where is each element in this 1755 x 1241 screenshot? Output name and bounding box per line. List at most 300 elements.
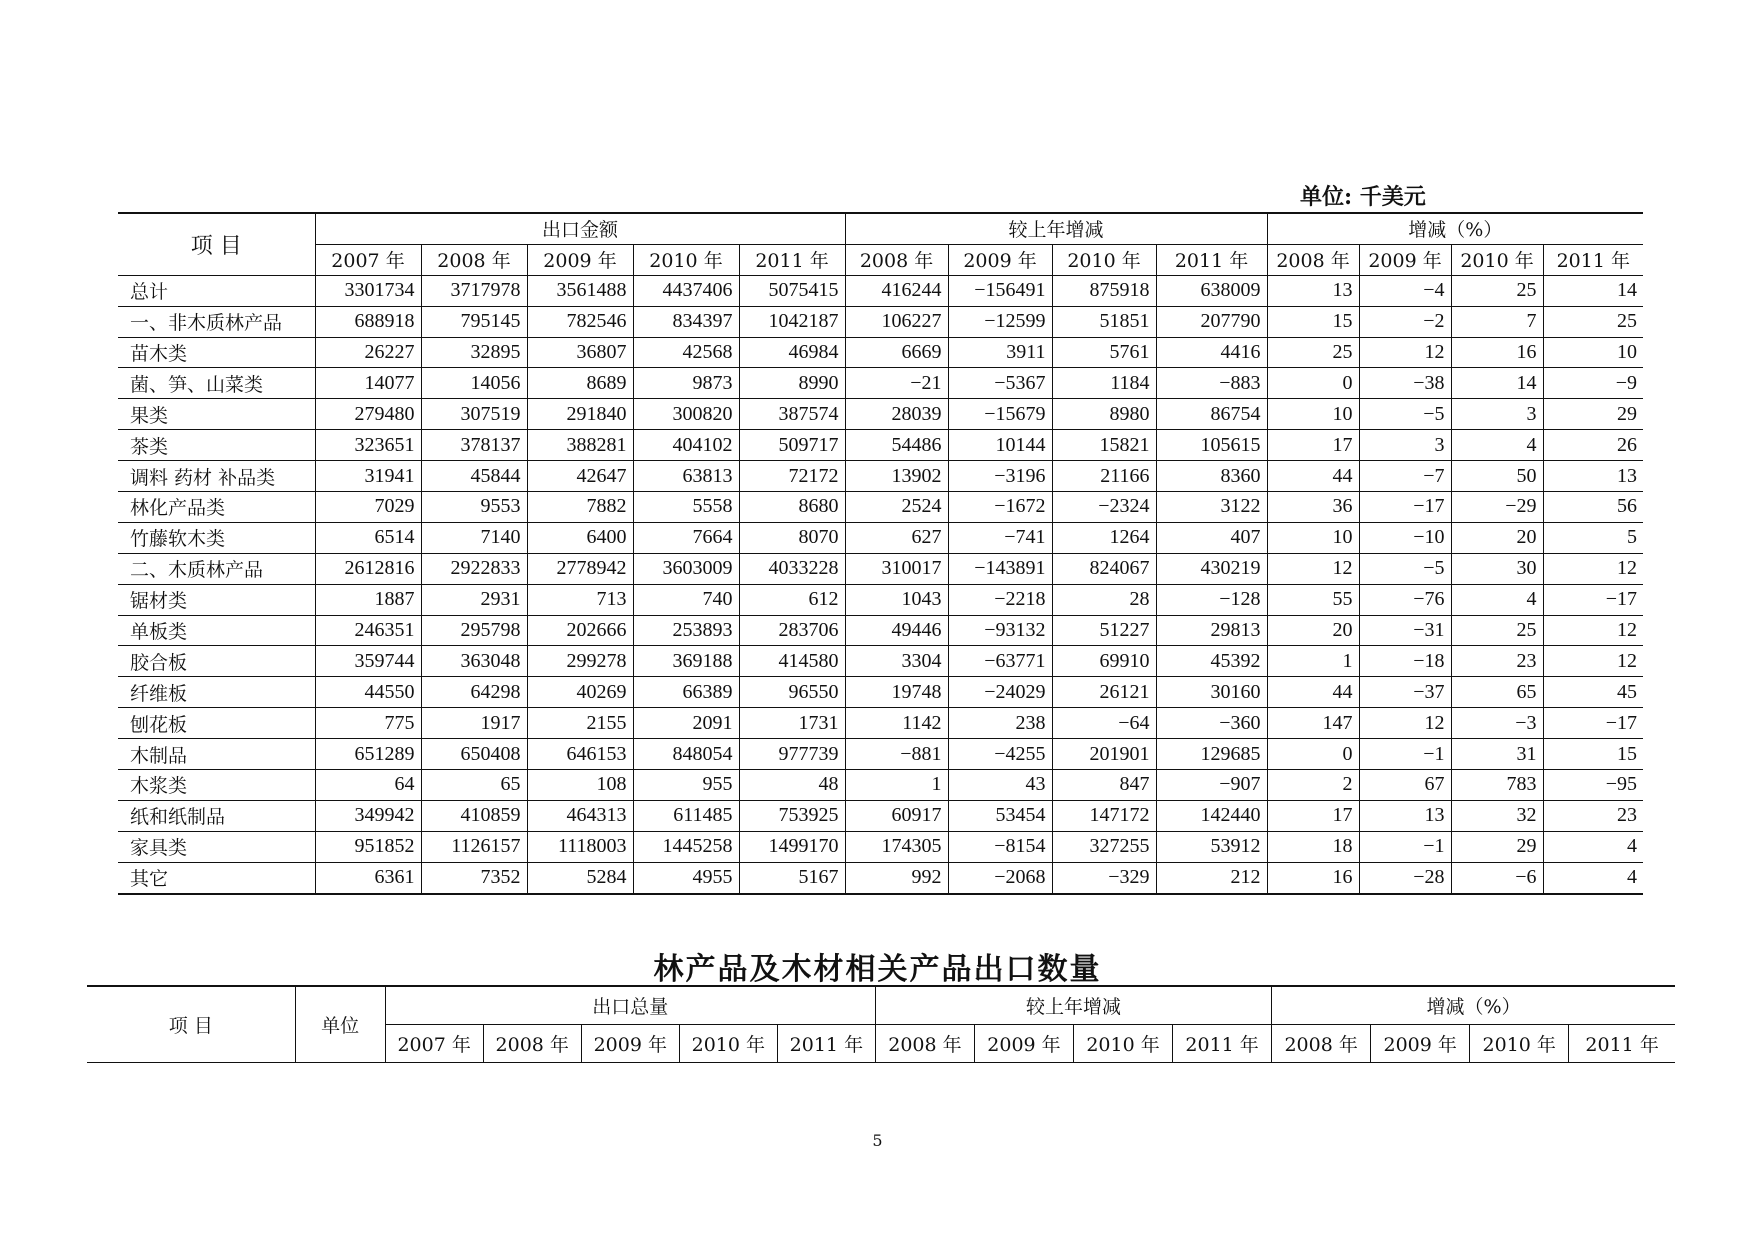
table2-year-change-0: 2008 年 [875, 1025, 974, 1063]
cell-value: 25 [1543, 306, 1643, 337]
cell-value: 60917 [845, 800, 948, 831]
cell-value: 688918 [315, 306, 421, 337]
cell-value: 31 [1451, 739, 1543, 770]
cell-value: 65 [1451, 677, 1543, 708]
cell-value: 45392 [1156, 646, 1267, 677]
cell-value: 407 [1156, 522, 1267, 553]
cell-value: 12 [1543, 553, 1643, 584]
table-row [118, 368, 1643, 399]
cell-value: 414580 [739, 646, 845, 677]
cell-value: −741 [948, 522, 1052, 553]
cell-value: 9553 [421, 492, 527, 523]
table-row [118, 492, 1643, 523]
cell-value: 17 [1267, 430, 1359, 461]
table1-year-export-3: 2010 年 [633, 244, 739, 275]
cell-value: 875918 [1052, 275, 1156, 306]
cell-value: 1042187 [739, 306, 845, 337]
cell-value: −28 [1359, 862, 1451, 893]
cell-value: −17 [1543, 708, 1643, 739]
cell-value: 5558 [633, 492, 739, 523]
cell-value: 387574 [739, 399, 845, 430]
cell-value: 64298 [421, 677, 527, 708]
cell-value: 2524 [845, 492, 948, 523]
cell-value: 5 [1543, 522, 1643, 553]
cell-value: 4437406 [633, 275, 739, 306]
cell-value: 299278 [527, 646, 633, 677]
table2-year-change-1: 2009 年 [974, 1025, 1073, 1063]
table2-group-change: 较上年增减 [875, 986, 1271, 1025]
cell-value: 713 [527, 584, 633, 615]
cell-value: 53912 [1156, 831, 1267, 862]
cell-value: 8680 [739, 492, 845, 523]
cell-value: 6361 [315, 862, 421, 893]
cell-value: 45 [1543, 677, 1643, 708]
cell-value: 740 [633, 584, 739, 615]
cell-value: 67 [1359, 770, 1451, 801]
table2-year-export-4: 2011 年 [777, 1025, 875, 1063]
table-row [118, 615, 1643, 646]
table1-year-change-2: 2010 年 [1052, 244, 1156, 275]
cell-value: 359744 [315, 646, 421, 677]
cell-value: 977739 [739, 739, 845, 770]
table1-year-pct-3: 2011 年 [1543, 244, 1643, 275]
cell-value: 7664 [633, 522, 739, 553]
table1-year-change-3: 2011 年 [1156, 244, 1267, 275]
cell-value: 310017 [845, 553, 948, 584]
cell-value: 7029 [315, 492, 421, 523]
cell-value: 28039 [845, 399, 948, 430]
cell-value: 36807 [527, 337, 633, 368]
cell-value: 142440 [1156, 800, 1267, 831]
table1-year-change-0: 2008 年 [845, 244, 948, 275]
table-row [118, 770, 1643, 801]
cell-value: 15 [1267, 306, 1359, 337]
cell-value: 44 [1267, 677, 1359, 708]
cell-value: −63771 [948, 646, 1052, 677]
cell-value: 15 [1543, 739, 1643, 770]
cell-value: 31941 [315, 461, 421, 492]
cell-value: −143891 [948, 553, 1052, 584]
cell-value: 13902 [845, 461, 948, 492]
cell-value: 201901 [1052, 739, 1156, 770]
cell-value: −128 [1156, 584, 1267, 615]
cell-value: 3 [1359, 430, 1451, 461]
cell-value: 848054 [633, 739, 739, 770]
cell-value: 2778942 [527, 553, 633, 584]
cell-value: 26 [1543, 430, 1643, 461]
cell-value: −2324 [1052, 492, 1156, 523]
cell-value: 4033228 [739, 553, 845, 584]
cell-value: 3304 [845, 646, 948, 677]
cell-value: 207790 [1156, 306, 1267, 337]
table2-year-pct-0: 2008 年 [1272, 1025, 1371, 1063]
cell-value: −907 [1156, 770, 1267, 801]
cell-value: 295798 [421, 615, 527, 646]
row-label: 木制品 [118, 739, 315, 770]
cell-value: −881 [845, 739, 948, 770]
row-label: 林化产品类 [118, 492, 315, 523]
table1-year-export-4: 2011 年 [739, 244, 845, 275]
row-label: 家具类 [118, 831, 315, 862]
cell-value: 349942 [315, 800, 421, 831]
page-number: 5 [872, 1131, 883, 1150]
cell-value: 44550 [315, 677, 421, 708]
cell-value: 18 [1267, 831, 1359, 862]
cell-value: 3301734 [315, 275, 421, 306]
cell-value: 106227 [845, 306, 948, 337]
cell-value: 17 [1267, 800, 1359, 831]
cell-value: 64 [315, 770, 421, 801]
cell-value: 951852 [315, 831, 421, 862]
row-label: 纤维板 [118, 677, 315, 708]
table-row [118, 306, 1643, 337]
cell-value: −1672 [948, 492, 1052, 523]
cell-value: 3561488 [527, 275, 633, 306]
cell-value: 69910 [1052, 646, 1156, 677]
cell-value: 29813 [1156, 615, 1267, 646]
row-label: 茶类 [118, 430, 315, 461]
cell-value: 2 [1267, 770, 1359, 801]
cell-value: 2922833 [421, 553, 527, 584]
cell-value: −4 [1359, 275, 1451, 306]
table-row [118, 337, 1643, 368]
cell-value: 300820 [633, 399, 739, 430]
cell-value: 10 [1267, 522, 1359, 553]
table-row [118, 708, 1643, 739]
table2-year-pct-3: 2011 年 [1569, 1025, 1675, 1063]
cell-value: −93132 [948, 615, 1052, 646]
cell-value: 847 [1052, 770, 1156, 801]
cell-value: 6669 [845, 337, 948, 368]
cell-value: 8980 [1052, 399, 1156, 430]
cell-value: 13 [1359, 800, 1451, 831]
table2-year-export-2: 2009 年 [581, 1025, 679, 1063]
cell-value: 14 [1543, 275, 1643, 306]
row-label: 调料 药材 补品类 [118, 461, 315, 492]
cell-value: 14 [1451, 368, 1543, 399]
cell-value: 7352 [421, 862, 527, 893]
cell-value: −3196 [948, 461, 1052, 492]
row-label: 总计 [118, 275, 315, 306]
cell-value: 7 [1451, 306, 1543, 337]
cell-value: 3603009 [633, 553, 739, 584]
cell-value: 25 [1451, 615, 1543, 646]
cell-value: 25 [1267, 337, 1359, 368]
table-row [118, 430, 1643, 461]
cell-value: −38 [1359, 368, 1451, 399]
cell-value: 3911 [948, 337, 1052, 368]
table-row [118, 831, 1643, 862]
table2-item-header: 项 目 [87, 986, 295, 1063]
cell-value: −18 [1359, 646, 1451, 677]
table2-year-pct-1: 2009 年 [1371, 1025, 1470, 1063]
cell-value: −15679 [948, 399, 1052, 430]
cell-value: 753925 [739, 800, 845, 831]
cell-value: 42647 [527, 461, 633, 492]
cell-value: 129685 [1156, 739, 1267, 770]
cell-value: 12 [1359, 337, 1451, 368]
cell-value: 323651 [315, 430, 421, 461]
cell-value: 16 [1267, 862, 1359, 893]
export-quantity-table [87, 985, 1675, 1063]
cell-value: 72172 [739, 461, 845, 492]
cell-value: 378137 [421, 430, 527, 461]
cell-value: 2155 [527, 708, 633, 739]
table-row [118, 800, 1643, 831]
cell-value: 147172 [1052, 800, 1156, 831]
cell-value: 51227 [1052, 615, 1156, 646]
cell-value: 4416 [1156, 337, 1267, 368]
cell-value: 283706 [739, 615, 845, 646]
cell-value: −31 [1359, 615, 1451, 646]
cell-value: 12 [1267, 553, 1359, 584]
cell-value: 12 [1543, 646, 1643, 677]
cell-value: 53454 [948, 800, 1052, 831]
cell-value: 202666 [527, 615, 633, 646]
cell-value: 509717 [739, 430, 845, 461]
cell-value: 795145 [421, 306, 527, 337]
cell-value: 16 [1451, 337, 1543, 368]
table2-year-export-1: 2008 年 [483, 1025, 581, 1063]
cell-value: 44 [1267, 461, 1359, 492]
cell-value: 404102 [633, 430, 739, 461]
group-header-export: 出口金额 [315, 213, 845, 244]
cell-value: 612 [739, 584, 845, 615]
cell-value: 1 [1267, 646, 1359, 677]
cell-value: 3717978 [421, 275, 527, 306]
cell-value: −29 [1451, 492, 1543, 523]
cell-value: 50 [1451, 461, 1543, 492]
cell-value: 86754 [1156, 399, 1267, 430]
cell-value: 21166 [1052, 461, 1156, 492]
cell-value: 10144 [948, 430, 1052, 461]
cell-value: 23 [1451, 646, 1543, 677]
cell-value: 147 [1267, 708, 1359, 739]
cell-value: 824067 [1052, 553, 1156, 584]
cell-value: 13 [1543, 461, 1643, 492]
cell-value: 212 [1156, 862, 1267, 893]
cell-value: 29 [1451, 831, 1543, 862]
cell-value: 4 [1543, 862, 1643, 893]
table-row [118, 646, 1643, 677]
cell-value: 388281 [527, 430, 633, 461]
cell-value: 66389 [633, 677, 739, 708]
table1-year-change-1: 2009 年 [948, 244, 1052, 275]
export-value-table [118, 212, 1643, 895]
cell-value: 2612816 [315, 553, 421, 584]
cell-value: 291840 [527, 399, 633, 430]
table-row [118, 522, 1643, 553]
cell-value: −6 [1451, 862, 1543, 893]
cell-value: −8154 [948, 831, 1052, 862]
cell-value: −64 [1052, 708, 1156, 739]
cell-value: −21 [845, 368, 948, 399]
cell-value: −17 [1543, 584, 1643, 615]
cell-value: 410859 [421, 800, 527, 831]
cell-value: 650408 [421, 739, 527, 770]
cell-value: 51851 [1052, 306, 1156, 337]
cell-value: −76 [1359, 584, 1451, 615]
cell-value: 54486 [845, 430, 948, 461]
cell-value: −3 [1451, 708, 1543, 739]
table-row [118, 399, 1643, 430]
cell-value: 30 [1451, 553, 1543, 584]
cell-value: 1043 [845, 584, 948, 615]
cell-value: 174305 [845, 831, 948, 862]
cell-value: −4255 [948, 739, 1052, 770]
table-row [118, 461, 1643, 492]
cell-value: 19748 [845, 677, 948, 708]
cell-value: 10 [1267, 399, 1359, 430]
row-label: 刨花板 [118, 708, 315, 739]
cell-value: 834397 [633, 306, 739, 337]
table1-year-pct-2: 2010 年 [1451, 244, 1543, 275]
table2-year-export-0: 2007 年 [385, 1025, 483, 1063]
row-label: 果类 [118, 399, 315, 430]
cell-value: 26227 [315, 337, 421, 368]
cell-value: −7 [1359, 461, 1451, 492]
cell-value: 20 [1267, 615, 1359, 646]
cell-value: 23 [1543, 800, 1643, 831]
cell-value: 611485 [633, 800, 739, 831]
cell-value: 253893 [633, 615, 739, 646]
cell-value: 45844 [421, 461, 527, 492]
cell-value: 8070 [739, 522, 845, 553]
cell-value: 1126157 [421, 831, 527, 862]
row-label: 锯材类 [118, 584, 315, 615]
cell-value: 3 [1451, 399, 1543, 430]
cell-value: −329 [1052, 862, 1156, 893]
cell-value: −12599 [948, 306, 1052, 337]
cell-value: 1264 [1052, 522, 1156, 553]
table2-unit-header: 单位 [295, 986, 385, 1063]
cell-value: 25 [1451, 275, 1543, 306]
cell-value: −37 [1359, 677, 1451, 708]
cell-value: 1499170 [739, 831, 845, 862]
cell-value: 369188 [633, 646, 739, 677]
cell-value: 5167 [739, 862, 845, 893]
table2-year-pct-2: 2010 年 [1470, 1025, 1569, 1063]
cell-value: −5 [1359, 553, 1451, 584]
cell-value: −156491 [948, 275, 1052, 306]
cell-value: 56 [1543, 492, 1643, 523]
table1-year-pct-1: 2009 年 [1359, 244, 1451, 275]
group-header-change: 较上年增减 [845, 213, 1267, 244]
cell-value: 42568 [633, 337, 739, 368]
cell-value: 0 [1267, 739, 1359, 770]
table2-year-change-2: 2010 年 [1074, 1025, 1173, 1063]
cell-value: 1142 [845, 708, 948, 739]
row-label: 苗木类 [118, 337, 315, 368]
table1-year-export-1: 2008 年 [421, 244, 527, 275]
cell-value: 48 [739, 770, 845, 801]
table2-year-export-3: 2010 年 [679, 1025, 777, 1063]
cell-value: 36 [1267, 492, 1359, 523]
cell-value: 307519 [421, 399, 527, 430]
cell-value: 1917 [421, 708, 527, 739]
row-label: 纸和纸制品 [118, 800, 315, 831]
cell-value: −2068 [948, 862, 1052, 893]
table1-year-export-0: 2007 年 [315, 244, 421, 275]
cell-value: 955 [633, 770, 739, 801]
row-label: 单板类 [118, 615, 315, 646]
row-label: 菌、笋、山菜类 [118, 368, 315, 399]
table-row [118, 739, 1643, 770]
cell-value: −5 [1359, 399, 1451, 430]
cell-value: −24029 [948, 677, 1052, 708]
cell-value: 1118003 [527, 831, 633, 862]
cell-value: 26121 [1052, 677, 1156, 708]
cell-value: 1887 [315, 584, 421, 615]
cell-value: 8360 [1156, 461, 1267, 492]
cell-value: 46984 [739, 337, 845, 368]
cell-value: −360 [1156, 708, 1267, 739]
cell-value: 1445258 [633, 831, 739, 862]
cell-value: 416244 [845, 275, 948, 306]
cell-value: 279480 [315, 399, 421, 430]
cell-value: 32 [1451, 800, 1543, 831]
table-row [118, 275, 1643, 306]
cell-value: 14077 [315, 368, 421, 399]
table2-title: 林产品及木材相关产品出口数量 [653, 952, 1102, 987]
cell-value: 1184 [1052, 368, 1156, 399]
cell-value: 43 [948, 770, 1052, 801]
cell-value: 96550 [739, 677, 845, 708]
cell-value: −2218 [948, 584, 1052, 615]
cell-value: 0 [1267, 368, 1359, 399]
table1-year-export-2: 2009 年 [527, 244, 633, 275]
cell-value: 327255 [1052, 831, 1156, 862]
cell-value: −9 [1543, 368, 1643, 399]
item-header: 项 目 [118, 213, 315, 275]
cell-value: 627 [845, 522, 948, 553]
cell-value: 5075415 [739, 275, 845, 306]
cell-value: 105615 [1156, 430, 1267, 461]
cell-value: 9873 [633, 368, 739, 399]
cell-value: 20 [1451, 522, 1543, 553]
row-label: 胶合板 [118, 646, 315, 677]
table-row [118, 677, 1643, 708]
row-label: 木浆类 [118, 770, 315, 801]
cell-value: −95 [1543, 770, 1643, 801]
cell-value: 430219 [1156, 553, 1267, 584]
cell-value: 3122 [1156, 492, 1267, 523]
group-header-pct: 增减（%） [1267, 213, 1643, 244]
row-label: 二、木质林产品 [118, 553, 315, 584]
table-row [118, 584, 1643, 615]
cell-value: 638009 [1156, 275, 1267, 306]
cell-value: 1731 [739, 708, 845, 739]
cell-value: 55 [1267, 584, 1359, 615]
cell-value: 49446 [845, 615, 948, 646]
cell-value: −17 [1359, 492, 1451, 523]
cell-value: 5284 [527, 862, 633, 893]
cell-value: 363048 [421, 646, 527, 677]
cell-value: −5367 [948, 368, 1052, 399]
cell-value: 29 [1543, 399, 1643, 430]
table2-year-change-3: 2011 年 [1173, 1025, 1272, 1063]
cell-value: 992 [845, 862, 948, 893]
cell-value: 4 [1451, 584, 1543, 615]
cell-value: 15821 [1052, 430, 1156, 461]
cell-value: 238 [948, 708, 1052, 739]
cell-value: 7882 [527, 492, 633, 523]
table-row [118, 553, 1643, 584]
cell-value: 13 [1267, 275, 1359, 306]
cell-value: −1 [1359, 739, 1451, 770]
cell-value: 4 [1543, 831, 1643, 862]
cell-value: 646153 [527, 739, 633, 770]
